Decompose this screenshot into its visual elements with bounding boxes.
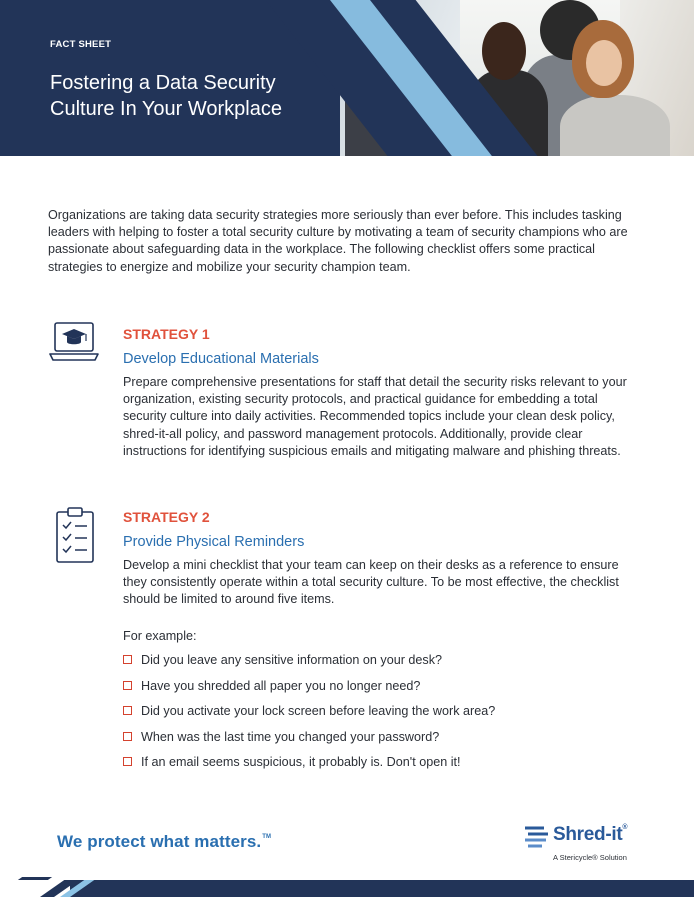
trademark-mark: TM bbox=[262, 834, 272, 840]
checkbox-icon bbox=[123, 681, 132, 690]
logo-wordmark: Shred-it® bbox=[553, 824, 628, 845]
logo-subtitle: A Stericycle® Solution bbox=[553, 853, 627, 862]
strategy-2-body: Develop a mini checklist that your team can keep on their desks as a reference to ensure they consistently operate within a total security culture. To be most effective, the checklist should be limited to around five items. bbox=[123, 558, 619, 607]
strategy-1-title: Develop Educational Materials bbox=[123, 351, 319, 367]
checklist-item: Did you activate your lock screen before leaving the work area? bbox=[123, 703, 623, 729]
checkbox-icon bbox=[123, 706, 132, 715]
shred-it-logo bbox=[522, 821, 642, 865]
strategy-1-body: Prepare comprehensive presentations for staff that detail the security risks relevant to your organization, existing security protocols, and practical guidance for embedding a total security culture into daily activities. Recommended topics include your clean desk policy, shred-it-all policy, and password management protocols. Additionally, provide clear instructions for identifying suspicious emails and mitigating malware and phishing threats. bbox=[123, 375, 627, 458]
strategy-2-label: STRATEGY 2 bbox=[123, 509, 210, 525]
checklist-item: When was the last time you changed your password? bbox=[123, 729, 623, 755]
eyebrow-label: FACT SHEET bbox=[50, 39, 112, 50]
example-label: For example: bbox=[123, 629, 197, 643]
checklist-item: Have you shredded all paper you no longer need? bbox=[123, 678, 623, 704]
strategy-2-title: Provide Physical Reminders bbox=[123, 534, 305, 550]
laptop-graduation-icon bbox=[49, 321, 99, 363]
checkbox-icon bbox=[123, 655, 132, 664]
shred-it-mark-icon bbox=[522, 823, 552, 853]
footer-bar bbox=[0, 880, 694, 897]
checklist-item: If an email seems suspicious, it probably is. Don't open it! bbox=[123, 754, 623, 780]
checkbox-icon bbox=[123, 732, 132, 741]
page-title: Fostering a Data Security Culture In Your Workplace bbox=[50, 72, 282, 120]
tagline: We protect what matters.™ bbox=[57, 832, 272, 851]
strategy-1-label: STRATEGY 1 bbox=[123, 326, 210, 342]
checklist-item: Did you leave any sensitive information on your desk? bbox=[123, 652, 623, 678]
intro-paragraph: Organizations are taking data security strategies more seriously than ever before. This includes tasking leaders with helping to foster a total security culture by motivating a team of security champions who are passionate about safeguarding data in the workplace. The following checklist offers some practical strategies to energize and mobilize your security champion team. bbox=[48, 208, 628, 274]
clipboard-checklist-icon bbox=[55, 506, 95, 564]
checkbox-icon bbox=[123, 757, 132, 766]
example-checklist bbox=[123, 652, 623, 780]
header-banner bbox=[0, 0, 694, 156]
